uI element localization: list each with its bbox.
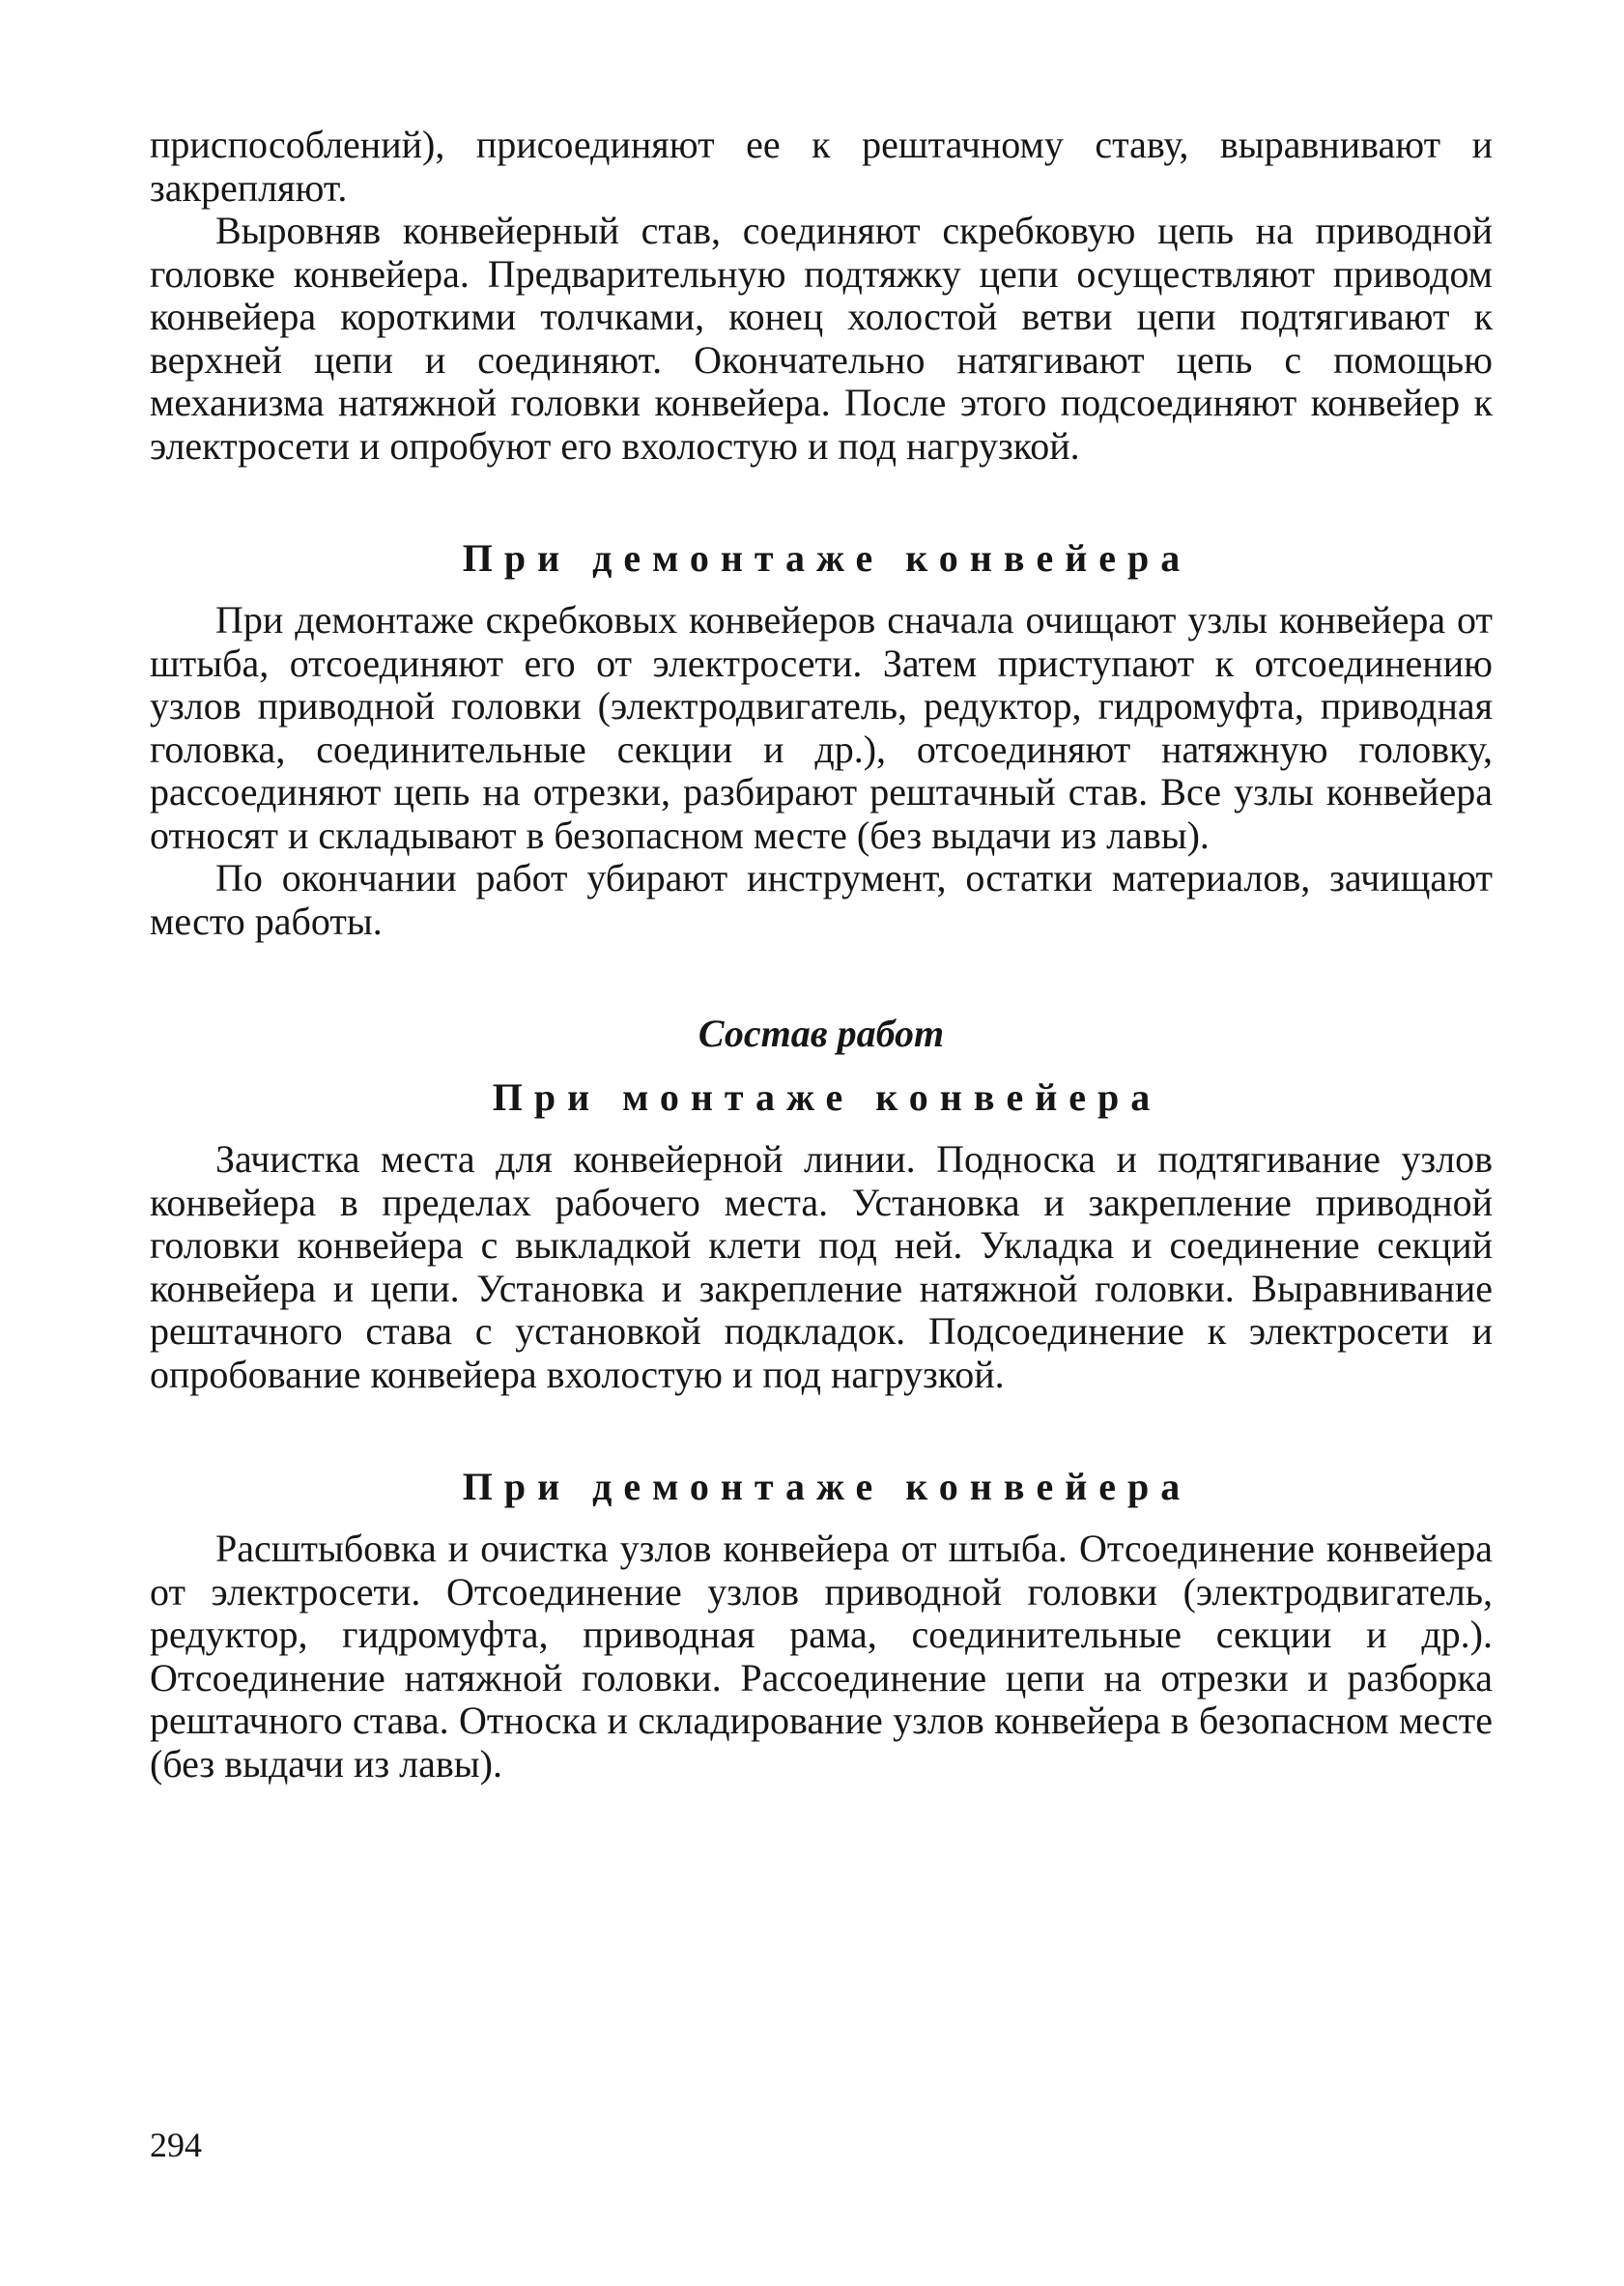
intro-paragraph-continuation: приспособлений), присоединяют ее к рештачному ставу, выравнивают и закрепляют. — [150, 123, 1493, 210]
dismantling-paragraph-procedure: При демонтаже скребковых конвейеров сначала очищают узлы конвейера от штыба, отсоединяют его от электросети. Затем приступают к отсоединению узлов приводной головки (электродвигатель, редуктор, гидромуфта, приводная головка, соединительные секции и др.), отсоединяют натяжную головку, рассоединяют цепь на отрезки, разбирают рештачный став. Все узлы конвейера относят и складывают в безопасном месте (без выдачи из лавы). — [150, 598, 1493, 857]
installation-scope-paragraph: Зачистка места для конвейерной линии. Подноска и подтягивание узлов конвейера в пределах рабочего места. Установка и закрепление приводной головки конвейера с выкладкой клети под ней. Укладка и соединение секций конвейера и цепи. Установка и закрепление натяжной головки. Выравнивание рештачного става с установкой подкладок. Подсоединение к электросети и опробование конвейера вхолостую и под нагрузкой. — [150, 1137, 1493, 1396]
subsection-heading-installation: При монтаже конвейера — [492, 1075, 1162, 1119]
page-body — [150, 124, 1493, 1786]
dismantling-scope-paragraph: Расштыбовка и очистка узлов конвейера от штыба. Отсоединение конвейера от электросети. Отсоединение узлов приводной головки (электродвигатель, редуктор, гидромуфта, приводная рама, соединительные секции и др.). Отсоединение натяжной головки. Рассоединение цепи на отрезки и разборка рештачного става. Относка и складирование узлов конвейера в безопасном месте (без выдачи из лавы). — [150, 1527, 1493, 1786]
subsection-heading-dismantling: При демонтаже конвейера — [462, 1465, 1192, 1508]
page-number: 294 — [150, 2126, 202, 2164]
intro-paragraph-chain-assembly: Выровняв конвейерный став, соединяют скребковую цепь на приводной головке конвейера. Предварительную подтяжку цепи осуществляют приводом конвейера короткими толчками, конец холостой ветви цепи подтягивают к верхней цепи и соединяют. Окончательно натягивают цепь с помощью механизма натяжной головки конвейера. После этого подсоединяют конвейер к электросети и опробуют его вхолостую и под нагрузкой. — [150, 209, 1493, 468]
section-heading-work-scope: Состав работ — [698, 1012, 945, 1055]
dismantling-paragraph-cleanup: По окончании работ убирают инструмент, остатки материалов, зачищают место работы. — [150, 856, 1493, 943]
section-heading-dismantling: При демонтаже конвейера — [462, 536, 1192, 580]
